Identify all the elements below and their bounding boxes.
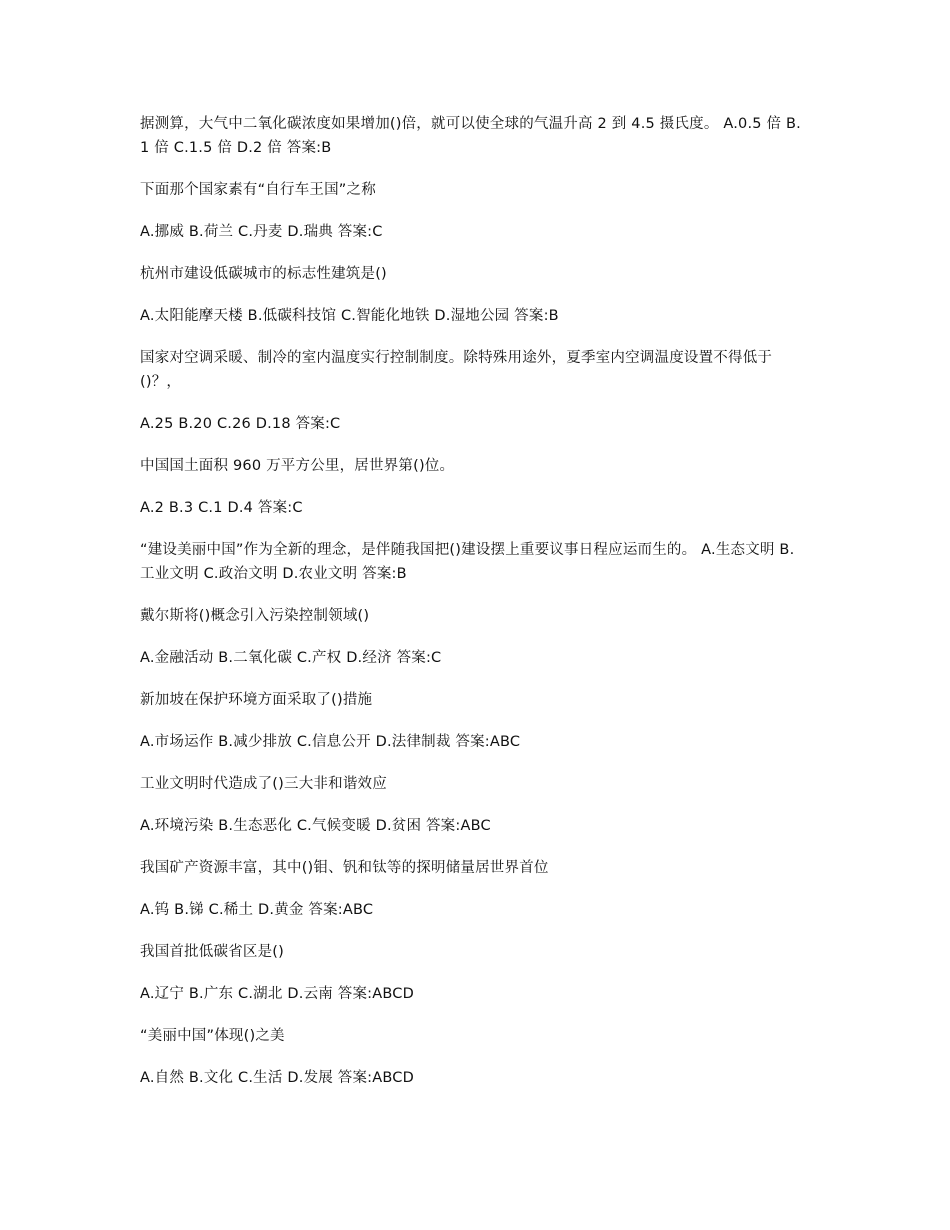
- options-paragraph: A.2 B.3 C.1 D.4 答案:C: [140, 500, 303, 516]
- question-paragraph: “美丽中国”体现()之美: [140, 1028, 285, 1044]
- options-paragraph: A.太阳能摩天楼 B.低碳科技馆 C.智能化地铁 D.湿地公园 答案:B: [140, 308, 559, 324]
- options-paragraph: A.辽宁 B.广东 C.湖北 D.云南 答案:ABCD: [140, 986, 414, 1002]
- options-paragraph: A.自然 B.文化 C.生活 D.发展 答案:ABCD: [140, 1070, 414, 1086]
- question-paragraph: 下面那个国家素有“自行车王国”之称: [140, 182, 376, 198]
- question-paragraph: 工业文明时代造成了()三大非和谐效应: [140, 776, 387, 792]
- question-paragraph: 我国矿产资源丰富，其中()钼、钒和钛等的探明储量居世界首位: [140, 860, 549, 876]
- options-paragraph: A.市场运作 B.减少排放 C.信息公开 D.法律制裁 答案:ABC: [140, 734, 521, 750]
- options-paragraph: A.25 B.20 C.26 D.18 答案:C: [140, 416, 341, 432]
- question-paragraph: 戴尔斯将()概念引入污染控制领域(): [140, 608, 370, 624]
- question-paragraph: “建设美丽中国”作为全新的理念，是伴随我国把()建设摆上重要议事日程应运而生的。 A.生态文明 B.工业文明 C.政治文明 D.农业文明 答案:B: [140, 542, 795, 582]
- question-paragraph: 国家对空调采暖、制冷的室内温度实行控制制度。除特殊用途外，夏季室内空调温度设置不得低于()？，: [140, 350, 773, 390]
- options-paragraph: A.挪威 B.荷兰 C.丹麦 D.瑞典 答案:C: [140, 224, 383, 240]
- question-paragraph: 新加坡在保护环境方面采取了()措施: [140, 692, 373, 708]
- options-paragraph: A.环境污染 B.生态恶化 C.气候变暖 D.贫困 答案:ABC: [140, 818, 491, 834]
- question-paragraph: 据测算，大气中二氧化碳浓度如果增加()倍，就可以使全球的气温升高 2 到 4.5 摄氏度。 A.0.5 倍 B.1 倍 C.1.5 倍 D.2 倍 答案:B: [140, 116, 801, 156]
- options-paragraph: A.金融活动 B.二氧化碳 C.产权 D.经济 答案:C: [140, 650, 442, 666]
- question-paragraph: 杭州市建设低碳城市的标志性建筑是(): [140, 266, 387, 282]
- question-paragraph: 我国首批低碳省区是(): [140, 944, 285, 960]
- question-paragraph: 中国国土面积 960 万平方公里，居世界第()位。: [140, 458, 455, 474]
- options-paragraph: A.钨 B.锑 C.稀土 D.黄金 答案:ABC: [140, 902, 374, 918]
- document-body: [140, 112, 805, 1108]
